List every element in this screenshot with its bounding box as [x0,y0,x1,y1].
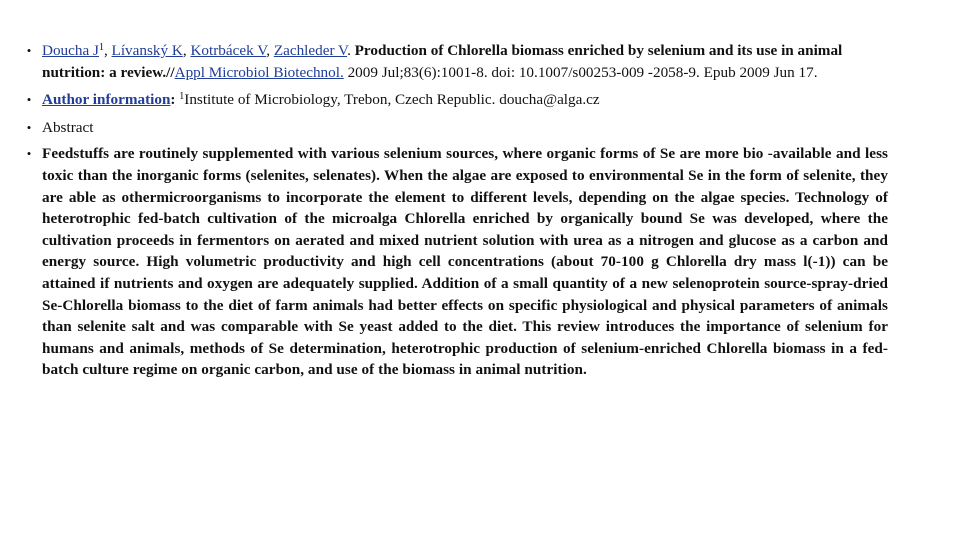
author-info-colon: : [170,91,180,109]
author-information-link[interactable]: Author information [42,91,171,109]
author-info-item [22,89,888,111]
author-superscript: 1 [98,42,104,53]
bullet-icon: • [26,119,32,135]
abstract-item [22,143,888,381]
author-link-kotrbacek[interactable]: Kotrbácek V [190,42,267,59]
citation-item [22,40,888,83]
citation-details: 2009 Jul;83(6):1001-8. doi: 10.1007/s00253-009 -2058-9. Epub 2009 Jun 17. [343,63,818,81]
journal-link[interactable]: Appl Microbiol Biotechnol. [174,63,344,81]
affiliation-superscript: 1 [179,91,185,103]
authors-terminator: . [347,42,355,59]
abstract-heading-item [22,117,888,139]
article-title: Production of Chlorella biomass enriched by selenium and its use in animal nutrition: a review.// [42,42,843,81]
author-link-doucha[interactable]: Doucha J [42,42,99,59]
author-separator: , [182,42,191,59]
bullet-icon: • [26,146,32,162]
affiliation-text: Institute of Microbiology, Trebon, Czech Republic. doucha@alga.cz [184,91,600,109]
author-link-zachleder[interactable]: Zachleder V [273,42,348,59]
author-separator: , [266,42,274,59]
bullet-icon: • [26,92,32,108]
author-link-livansky[interactable]: Lívanský K [111,42,183,59]
reference-list [22,40,888,381]
bullet-icon: • [26,43,32,58]
abstract-text: Feedstuffs are routinely supplemented with various selenium sources, where organic forms of Se are more bio -available and less toxic than the inorganic forms (selenites, selenates). When the algae are exposed to environmental Se in the form of selenite, they are able as othermicroorganisms to incorporate the element to different levels, depending on the algae species. Technology of heterotrophic fed-batch cultivation of the microalga Chlorella enriched by organically bound Se was developed, where the cultivation proceeds in fermentors on aerated and mixed nutrient solution with urea as a nitrogen and glucose as a carbon and energy source. High volumetric productivity and high cell concentrations (about 70-100 g Chlorella dry mass l(-1)) can be attained if nutrients and oxygen are adequately supplied. Addition of a small quantity of a new selenoprotein source-spray-dried Se-Chlorella biomass to the diet of farm animals had better effects on specific physiological and physical parameters of animals than selenite salt and was comparable with Se yeast added to the diet. This review introduces the importance of selenium for humans and animals, methods of Se determination, heterotrophic production of selenium-enriched Chlorella biomass in a fed-batch culture regime on organic carbon, and use of the biomass in animal nutrition. [42,145,888,379]
abstract-heading: Abstract [42,118,94,136]
author-separator: , [103,42,112,59]
